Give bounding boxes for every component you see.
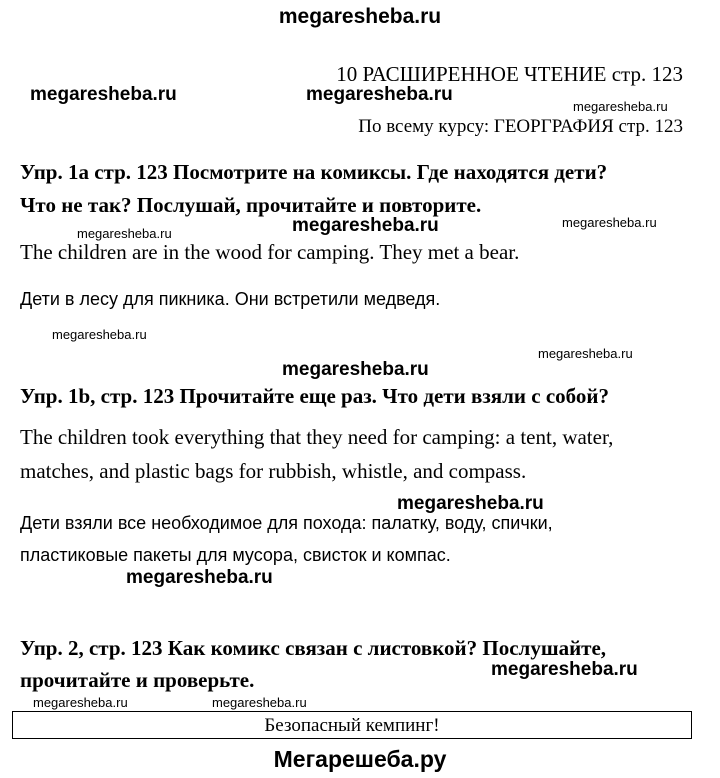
exercise-1b-answer-ru-line1: Дети взяли все необходимое для похода: палатку, воду, спички, [20,513,553,533]
watermark: megaresheba.ru [573,99,668,114]
watermark: megaresheba.ru [30,84,177,105]
watermark: megaresheba.ru [538,346,633,361]
watermark: megaresheba.ru [52,327,147,342]
exercise-2-title-line1: Упр. 2, стр. 123 Как комикс связан с листовкой? Послушайте, [20,636,607,660]
watermark-top: megaresheba.ru [278,5,442,28]
exercise-2-title-line2: прочитайте и проверьте. [20,668,255,692]
watermark: megaresheba.ru [292,215,439,236]
watermark: megaresheba.ru [212,695,307,710]
exercise-1b-answer-en-line1: The children took everything that they need for camping: a tent, water, [20,425,614,449]
exercise-1b-answer-en-line2: matches, and plastic bags for rubbish, whistle, and compass. [20,459,527,483]
watermark: megaresheba.ru [126,567,273,588]
watermark: megaresheba.ru [33,695,128,710]
watermark: megaresheba.ru [491,659,638,680]
exercise-1a-title-line1: Упр. 1a стр. 123 Посмотрите на комиксы. Где находятся дети? [20,160,608,184]
exercise-1a-answer-en: The children are in the wood for camping. They met a bear. [20,240,520,264]
exercise-1a-answer-ru: Дети в лесу для пикника. Они встретили медведя. [20,289,441,309]
exercise-1b-answer-ru-line2: пластиковые пакеты для мусора, свисток и компас. [20,545,451,565]
watermark: megaresheba.ru [397,493,544,514]
watermark: megaresheba.ru [562,215,657,230]
watermark: megaresheba.ru [306,84,453,105]
exercise-1b-title: Упр. 1b, стр. 123 Прочитайте еще раз. Что дети взяли с собой? [20,384,609,408]
section-title: 10 РАСШИРЕННОЕ ЧТЕНИЕ стр. 123 [336,62,683,86]
watermark: megaresheba.ru [77,226,172,241]
leaflet-title-box [12,711,692,739]
leaflet-title: Безопасный кемпинг! [264,715,440,736]
footer-watermark: Мегарешеба.ру [273,746,447,772]
course-line: По всему курсу: ГЕОРГРАФИЯ стр. 123 [358,116,683,137]
watermark: megaresheba.ru [282,359,429,380]
exercise-1a-title-line2: Что не так? Послушай, прочитайте и повторите. [20,193,482,217]
